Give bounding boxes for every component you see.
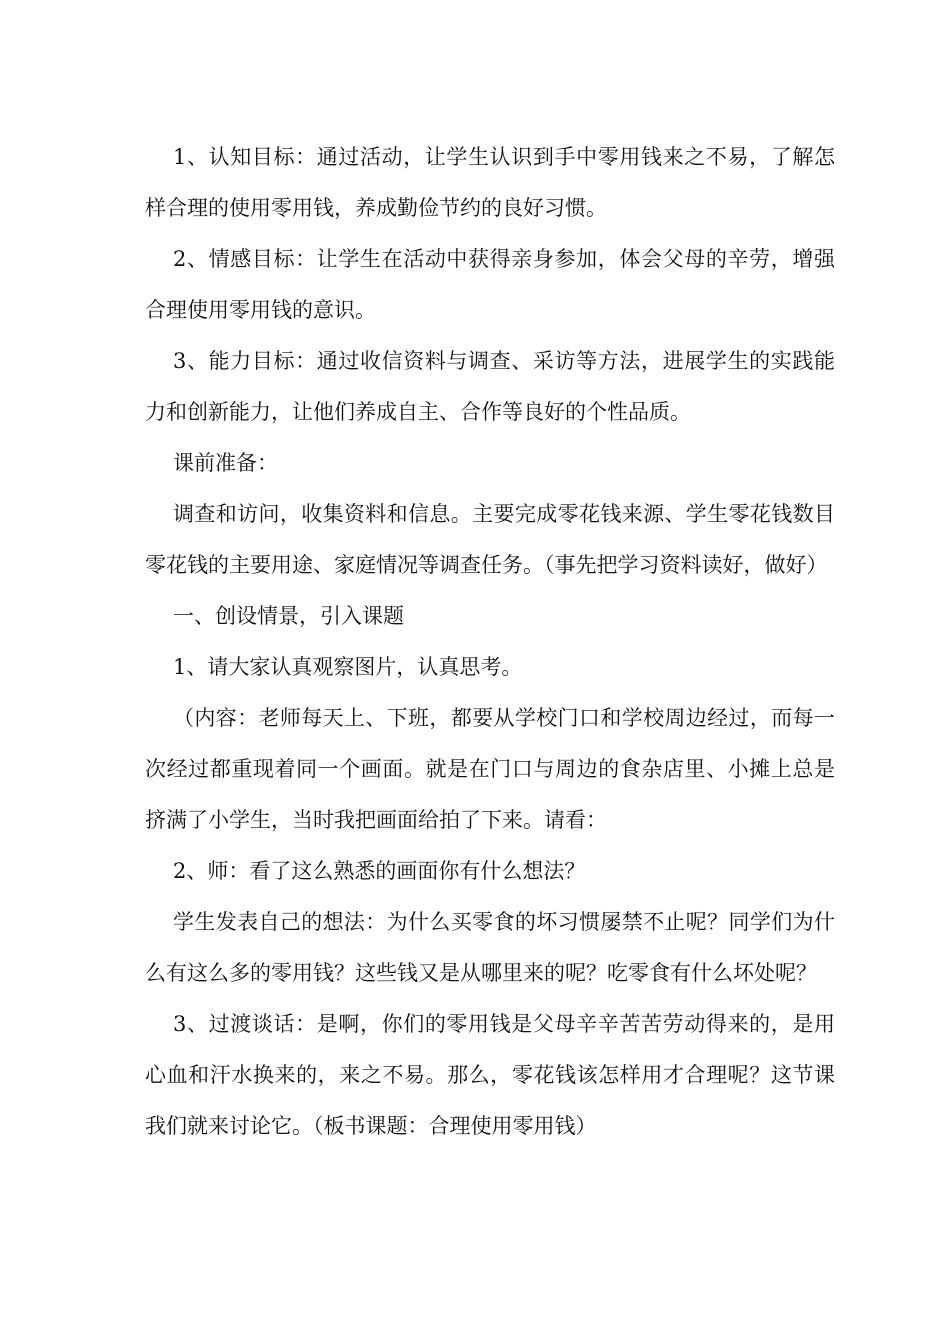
paragraph-preparation-detail: 调查和访问，收集资料和信息。主要完成零花钱来源、学生零花钱数目零花钱的主要用途、家庭情况等调查任务。（事先把学习资料读好，做好） [145,502,835,577]
document-body [145,132,835,1152]
paragraph-teacher-question: 2、师：看了这么熟悉的画面你有什么想法？ [173,859,586,883]
paragraph-cognitive-goal: 1、认知目标：通过活动，让学生认识到手中零用钱来之不易，了解怎样合理的使用零用钱，养成勤俭节约的良好习惯。 [145,145,835,220]
paragraph-preparation-heading: 课前准备： [173,451,278,475]
paragraph-ability-goal: 3、能力目标：通过收信资料与调查、采访等方法，进展学生的实践能力和创新能力，让他们养成自主、合作等良好的个性品质。 [145,349,835,424]
section-heading-intro: 一、创设情景，引入课题 [173,604,404,628]
paragraph-student-thoughts: 学生发表自己的想法：为什么买零食的坏习惯屡禁不止呢？同学们为什么有这么多的零用钱？这些钱又是从哪里来的呢？吃零食有什么坏处呢？ [145,910,835,985]
paragraph-content-description: （内容：老师每天上、下班，都要从学校门口和学校周边经过，而每一次经过都重现着同一个画面。就是在门口与周边的食杂店里、小摊上总是挤满了小学生，当时我把画面给拍了下来。请看： [145,706,835,832]
paragraph-transition-talk: 3、过渡谈话：是啊，你们的零用钱是父母辛辛苦苦劳动得来的，是用心血和汗水换来的，来之不易。那么，零花钱该怎样用才合理呢？这节课我们就来讨论它。（板书课题：合理使用零用钱） [145,1012,835,1138]
paragraph-emotional-goal: 2、情感目标：让学生在活动中获得亲身参加，体会父母的辛劳，增强合理使用零用钱的意识。 [145,247,835,322]
paragraph-observe-pictures: 1、请大家认真观察图片，认真思考。 [173,655,523,679]
